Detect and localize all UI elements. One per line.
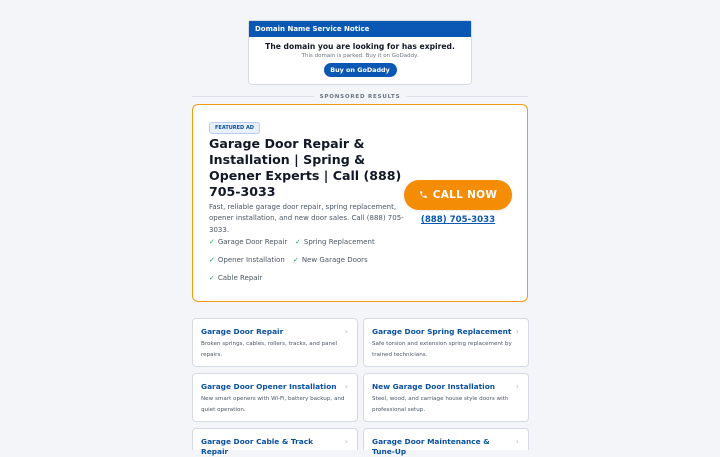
service-card[interactable]	[192, 373, 358, 422]
card-description: Broken springs, cables, rollers, tracks, and panel repairs.	[201, 341, 338, 358]
chevron-right-icon: ›	[344, 327, 348, 336]
card-title[interactable]: Garage Door Repair	[201, 327, 284, 336]
notice-header: Domain Name Service Notice	[249, 21, 471, 37]
featured-ad[interactable]	[192, 104, 528, 302]
card-title[interactable]: Garage Door Opener Installation	[201, 382, 337, 391]
check-icon: ✓	[209, 256, 215, 264]
feature-label: Garage Door Repair	[217, 238, 288, 246]
card-title[interactable]: New Garage Door Installation	[372, 382, 496, 391]
phone-icon	[419, 190, 428, 199]
feature-item	[293, 256, 368, 264]
card-description: Steel, wood, and carriage house style doors with professional setup.	[372, 396, 509, 413]
card-title[interactable]: Garage Door Spring Replacement	[372, 327, 512, 336]
phone-link[interactable]: (888) 705-3033	[420, 215, 496, 225]
card-description: Safe torsion and extension spring replacement by trained technicians.	[372, 341, 512, 358]
feature-item	[209, 238, 287, 246]
call-now-button[interactable]	[404, 180, 512, 210]
buy-on-godaddy-button[interactable]: Buy on GoDaddy	[324, 63, 397, 77]
chevron-right-icon: ›	[515, 382, 519, 391]
sponsored-divider	[192, 92, 528, 102]
feature-label: Opener Installation	[217, 256, 285, 264]
check-icon: ✓	[209, 274, 215, 282]
feature-label: New Garage Doors	[301, 256, 368, 264]
check-icon: ✓	[295, 238, 301, 246]
notice-title: The domain you are looking for has expired.	[265, 42, 455, 51]
check-icon: ✓	[293, 256, 299, 264]
ad-description: Fast, reliable garage door repair, spring replacement, opener installation, and new door sales. Call (888) 705-3033.	[209, 203, 404, 234]
chevron-right-icon: ›	[344, 382, 348, 391]
sponsored-label: SPONSORED RESULTS	[314, 92, 407, 102]
chevron-right-icon: ›	[344, 437, 348, 446]
card-title[interactable]: Garage Door Maintenance & Tune-Up	[372, 437, 490, 456]
feature-item	[209, 274, 262, 282]
card-description: New smart openers with Wi-Fi, battery backup, and quiet operation.	[201, 396, 345, 413]
chevron-right-icon: ›	[515, 437, 519, 446]
feature-label: Spring Replacement	[303, 238, 375, 246]
service-card[interactable]	[363, 318, 529, 367]
feature-item	[295, 238, 375, 246]
service-card[interactable]	[363, 428, 529, 456]
service-card[interactable]	[192, 318, 358, 367]
domain-notice	[248, 20, 472, 85]
call-now-label: CALL NOW	[432, 189, 498, 201]
service-card[interactable]	[363, 373, 529, 422]
card-title[interactable]: Garage Door Cable & Track Repair	[201, 437, 314, 456]
featured-ad-badge: FEATURED AD	[209, 122, 260, 134]
check-icon: ✓	[209, 238, 215, 246]
ad-title[interactable]: Garage Door Repair & Installation | Spring & Opener Experts | Call (888) 705-3033	[209, 136, 402, 199]
chevron-right-icon: ›	[515, 327, 519, 336]
feature-item	[209, 256, 285, 264]
notice-subtitle: This domain is parked. Buy it on GoDaddy.	[301, 53, 419, 59]
service-card[interactable]	[192, 428, 358, 456]
feature-label: Cable Repair	[217, 274, 263, 282]
